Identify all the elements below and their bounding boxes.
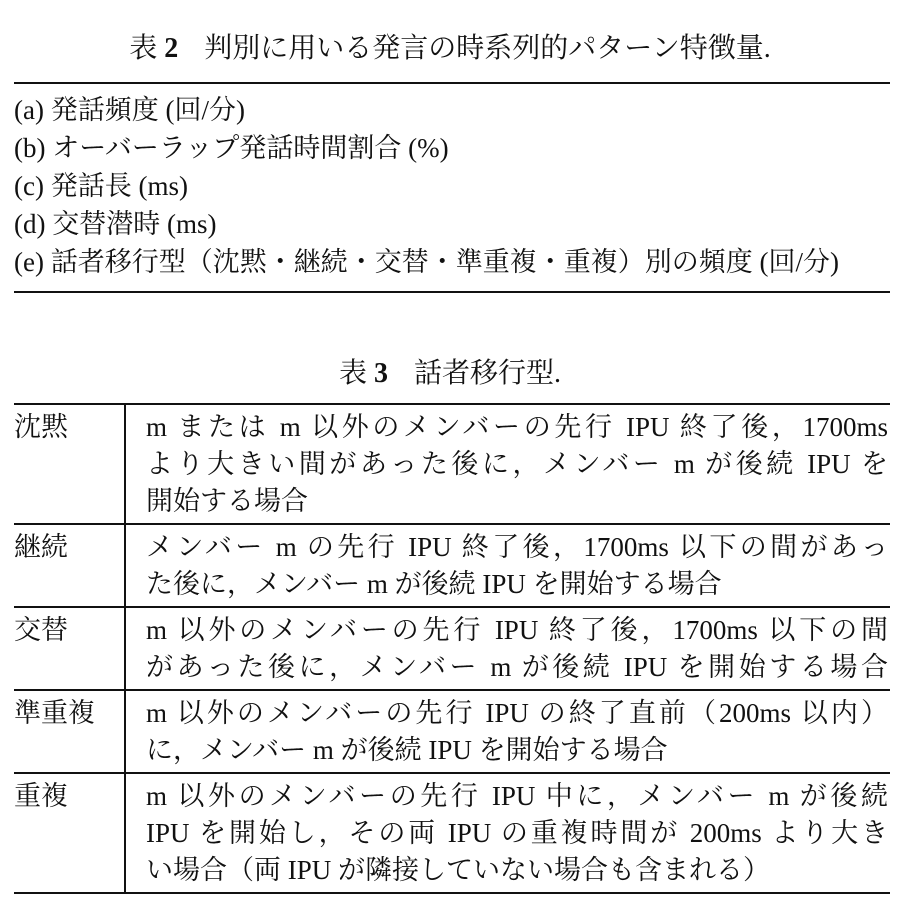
turn-type-definition <box>126 608 890 689</box>
definition-line: い場合（両 IPU が隣接していない場合も含まれる） <box>146 855 771 885</box>
turn-type-definition <box>126 774 890 892</box>
turn-type-term: 準重複 <box>14 691 126 772</box>
definition-line: m 以外のメンバーの先行 IPU 中に，メンバー m が後続 <box>146 781 888 811</box>
definition-line: m または m 以外のメンバーの先行 IPU 終了後，1700ms <box>146 412 888 442</box>
definition-line: m 以外のメンバーの先行 IPU の終了直前（200ms 以内） <box>146 698 888 728</box>
definition-line: に，メンバー m が後続 IPU を開始する場合 <box>146 735 668 765</box>
table2-top-rule <box>14 82 890 84</box>
definition-line: 開始する場合 <box>146 486 308 516</box>
turn-type-definition <box>126 405 890 523</box>
turn-type-definition <box>126 691 890 772</box>
definition-line: m 以外のメンバーの先行 IPU 終了後，1700ms 以下の間 <box>146 615 888 645</box>
table-row <box>14 608 890 691</box>
table-row <box>14 405 890 525</box>
table2-item-d: (d) 交替潜時 (ms) <box>14 209 217 239</box>
turn-type-term: 重複 <box>14 774 126 892</box>
table2-item-b: (b) オーバーラップ発話時間割合 (%) <box>14 133 449 163</box>
turn-type-term: 交替 <box>14 608 126 689</box>
definition-line: た後に，メンバー m が後続 IPU を開始する場合 <box>146 569 722 599</box>
table-row <box>14 525 890 608</box>
definition-line: があった後に，メンバー m が後続 IPU を開始する場合 <box>146 652 888 682</box>
table2-item-e: (e) 話者移行型（沈黙・継続・交替・準重複・重複）別の頻度 (回/分) <box>14 247 839 277</box>
table2-caption-text: 判別に用いる発言の時系列的パターン特徴量. <box>204 33 771 64</box>
turn-type-term: 沈黙 <box>14 405 126 523</box>
definition-line: より大きい間があった後に，メンバー m が後続 IPU を <box>146 449 888 479</box>
table2-item-c: (c) 発話長 (ms) <box>14 171 188 201</box>
table2-caption-label: 表 <box>129 33 158 64</box>
definition-line: IPU を開始し，その両 IPU の重複時間が 200ms より大き <box>146 818 888 848</box>
table3-caption-label: 表 <box>338 358 367 389</box>
table3 <box>14 403 890 894</box>
table-row <box>14 774 890 894</box>
table2-bottom-rule <box>14 291 890 293</box>
definition-line: メンバー m の先行 IPU 終了後，1700ms 以下の間があっ <box>146 532 888 562</box>
table-row <box>14 691 890 774</box>
table2-caption <box>0 32 900 66</box>
table3-caption <box>0 357 900 391</box>
table2-item-a: (a) 発話頻度 (回/分) <box>14 95 245 125</box>
table3-caption-number: 3 <box>374 358 388 389</box>
table3-caption-text: 話者移行型. <box>414 358 562 389</box>
turn-type-definition <box>126 525 890 606</box>
table2-caption-number: 2 <box>164 33 179 64</box>
turn-type-term: 継続 <box>14 525 126 606</box>
